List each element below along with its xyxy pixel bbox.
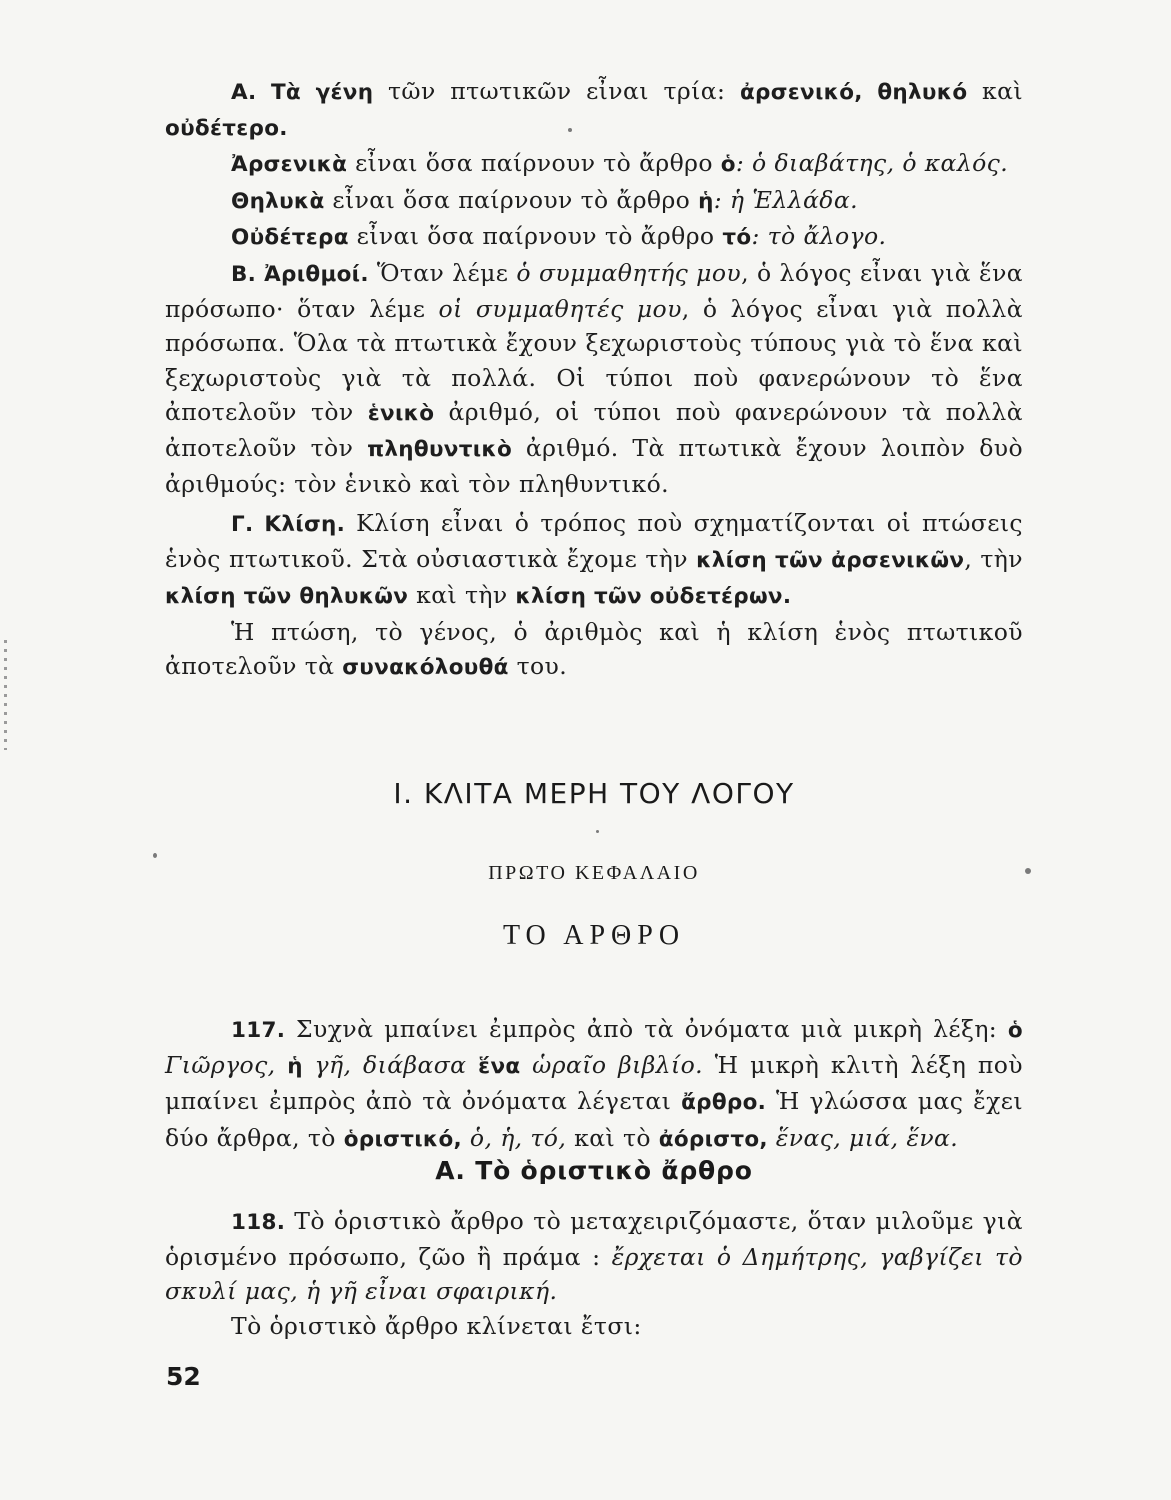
term-enikos: ἑνικὸ [367, 400, 435, 426]
term-aoristo: ἀόριστο, [658, 1126, 768, 1152]
text: ἀριθμό. Τὰ πτωτικὰ ἔχουν λοιπὸν δυὸ ἀριθμούς: τὸν ἑνικὸ καὶ τὸν πληθυντικό. [165, 434, 1023, 499]
term-thylyka: Θηλυκὰ [231, 188, 325, 214]
example: οἱ συμμαθητές μου [438, 295, 682, 324]
example: ὁ συμμαθητής μου [516, 259, 742, 287]
example: : ἡ Ἑλλάδα. [713, 185, 858, 214]
term-genh: γένη [315, 80, 374, 105]
p117-text [165, 1012, 1023, 1157]
scan-speck [153, 853, 157, 858]
section-declension [165, 506, 1023, 685]
term-synakoloutha: συνακόλουθά [342, 654, 509, 680]
section-numbers [165, 256, 1023, 501]
subsection-heading: Α. Τὸ ὁριστικὸ ἄρθρο [435, 1156, 753, 1185]
article-to: τό [722, 224, 752, 250]
p118-declension-intro: Τὸ ὁριστικὸ ἄρθρο κλίνεται ἔτσι: [231, 1311, 642, 1340]
text: ἀριθμό, οἱ τύποι ποὺ φανερώνουν τὰ πολλὰ ἀποτελοῦν τὸν [165, 397, 1023, 463]
example: : ὁ διαβάτης, ὁ καλός. [735, 149, 1009, 178]
example: ἔρχεται ὁ Δημήτρης, γαβγίζει τὸ σκυλί μας, ἡ γῆ εἶναι σφαιρική. [165, 1243, 1023, 1306]
masculine-line [165, 146, 1023, 182]
text: εἶναι ὅσα παίρνουν τὸ ἄρθρο [348, 221, 723, 250]
term-oudetera: Οὐδέτερα [231, 224, 349, 250]
text: εἶναι ὅσα παίρνουν τὸ ἄρθρο [347, 149, 721, 178]
scan-margin-marks [4, 640, 7, 750]
text: , τὴν [964, 545, 1023, 574]
term-arsenika: Ἀρσενικὰ [231, 152, 348, 178]
section-genders [165, 74, 1023, 255]
declension-label: Γ. Κλίση. [231, 512, 346, 537]
text: Συχνὰ μπαίνει ἐμπρὸς ἀπὸ τὰ ὀνόματα μιὰ μικρὴ λέξη: [285, 1015, 1008, 1043]
article-heading: ΤΟ ΑΡΘΡΟ [502, 920, 686, 951]
scan-speck [596, 830, 599, 833]
forms: ἕνας, μιά, ἕνα. [767, 1123, 959, 1152]
term-klisi-thylykon: κλίση τῶν θηλυκῶν [165, 584, 409, 610]
text: Ἡ γλώσσα μας ἔχει δύο ἄρθρα, τὸ [165, 1087, 1023, 1152]
text: τῶν πτωτικῶν εἶναι τρία: [373, 77, 740, 105]
example: : τὸ ἄλογο. [751, 221, 887, 250]
article-h: ἡ [287, 1054, 303, 1080]
page-number: 52 [166, 1362, 201, 1391]
article-o: ὁ [1007, 1018, 1023, 1043]
paragraph-118 [165, 1204, 1023, 1343]
text: καὶ [967, 77, 1024, 105]
paragraph-number: 118. [231, 1210, 286, 1235]
text: εἶναι ὅσα παίρνουν τὸ ἄρθρο [324, 185, 699, 214]
scan-speck [568, 128, 572, 132]
genders-intro [165, 74, 1023, 146]
article-ena: ἕνα [478, 1054, 521, 1080]
article-o: ὁ [720, 152, 736, 178]
text: Ἡ μικρὴ κλιτὴ λέξη ποὺ μπαίνει ἐμπρὸς ἀπὸ τὰ ὀνόματα λέγεται [165, 1051, 1023, 1116]
forms: ὁ, ἡ, τό, [462, 1123, 567, 1152]
feminine-line [165, 183, 1023, 219]
text: καὶ τὸ [566, 1123, 659, 1152]
neuter-line [165, 219, 1023, 255]
genders-label: Α. Τὰ [231, 80, 316, 105]
term-plithyntikos: πληθυντικὸ [367, 437, 513, 463]
example: ὡραῖο βιβλίο. [520, 1051, 704, 1080]
text: του. [508, 651, 568, 680]
part-heading: Ι. ΚΛΙΤΑ ΜΕΡΗ ΤΟΥ ΛΟΓΟΥ [393, 777, 795, 810]
text: καὶ τὴν [408, 581, 516, 610]
text: Ὅταν λέμε [368, 259, 517, 287]
term-klisi-arsenikon: κλίση τῶν ἀρσενικῶν [696, 548, 965, 574]
scan-speck [1025, 868, 1031, 874]
term-arthro: ἄρθρο. [681, 1090, 767, 1116]
paragraph-number: 117. [231, 1018, 286, 1043]
numbers-paragraph [165, 256, 1023, 501]
p118-text [165, 1204, 1023, 1309]
paragraph-117 [165, 1012, 1023, 1157]
declension-paragraph [165, 506, 1023, 615]
chapter-heading: ΠΡΩΤΟ ΚΕΦΑΛΑΙΟ [488, 862, 700, 884]
article-h: ἡ [698, 188, 714, 214]
term-arsenika-thylyka: ἀρσενικό, θηλυκό [739, 80, 968, 105]
attributes-paragraph [165, 615, 1023, 685]
text: Τὸ ὁριστικὸ ἄρθρο τὸ μεταχειριζόμαστε, ὅταν μιλοῦμε γιὰ ὁρισμένο πρόσωπο, ζῶο ἢ πράμα : [165, 1207, 1023, 1272]
text: , ὁ λόγος εἶναι γιὰ πολλὰ πρόσωπα. Ὅλα τὰ πτωτικὰ ἔχουν ξεχωριστοὺς τύπους γιὰ τὸ ἕνα καὶ ξεχωριστοὺς γιὰ τὰ πολλά. Οἱ τύποι ποὺ φανερώνουν τὸ ἕνα ἀποτελοῦν τὸν [165, 295, 1023, 426]
text: Ἡ πτώση, τὸ γένος, ὁ ἀριθμὸς καὶ ἡ κλίση ἑνὸς πτωτικοῦ ἀποτελοῦν τὰ [165, 617, 1023, 680]
term-klisi-oudeteron: κλίση τῶν οὐδετέρων. [515, 584, 792, 610]
numbers-label: Β. Ἀριθμοί. [231, 262, 369, 287]
example: Γιῶργος, [165, 1051, 288, 1080]
text: , ὁ λόγος εἶναι γιὰ ἕνα πρόσωπο· ὅταν λέμε [165, 259, 1024, 324]
term-oudetero: οὐδέτερο. [165, 116, 288, 142]
term-oristiko: ὁριστικό, [343, 1126, 463, 1152]
text: Κλίση εἶναι ὁ τρόπος ποὺ σχηματίζονται οἱ πτώσεις ἑνὸς πτωτικοῦ. Στὰ οὐσιαστικὰ ἔχομε τὴν [165, 509, 1023, 574]
example: γῆ, διάβασα [302, 1051, 479, 1080]
